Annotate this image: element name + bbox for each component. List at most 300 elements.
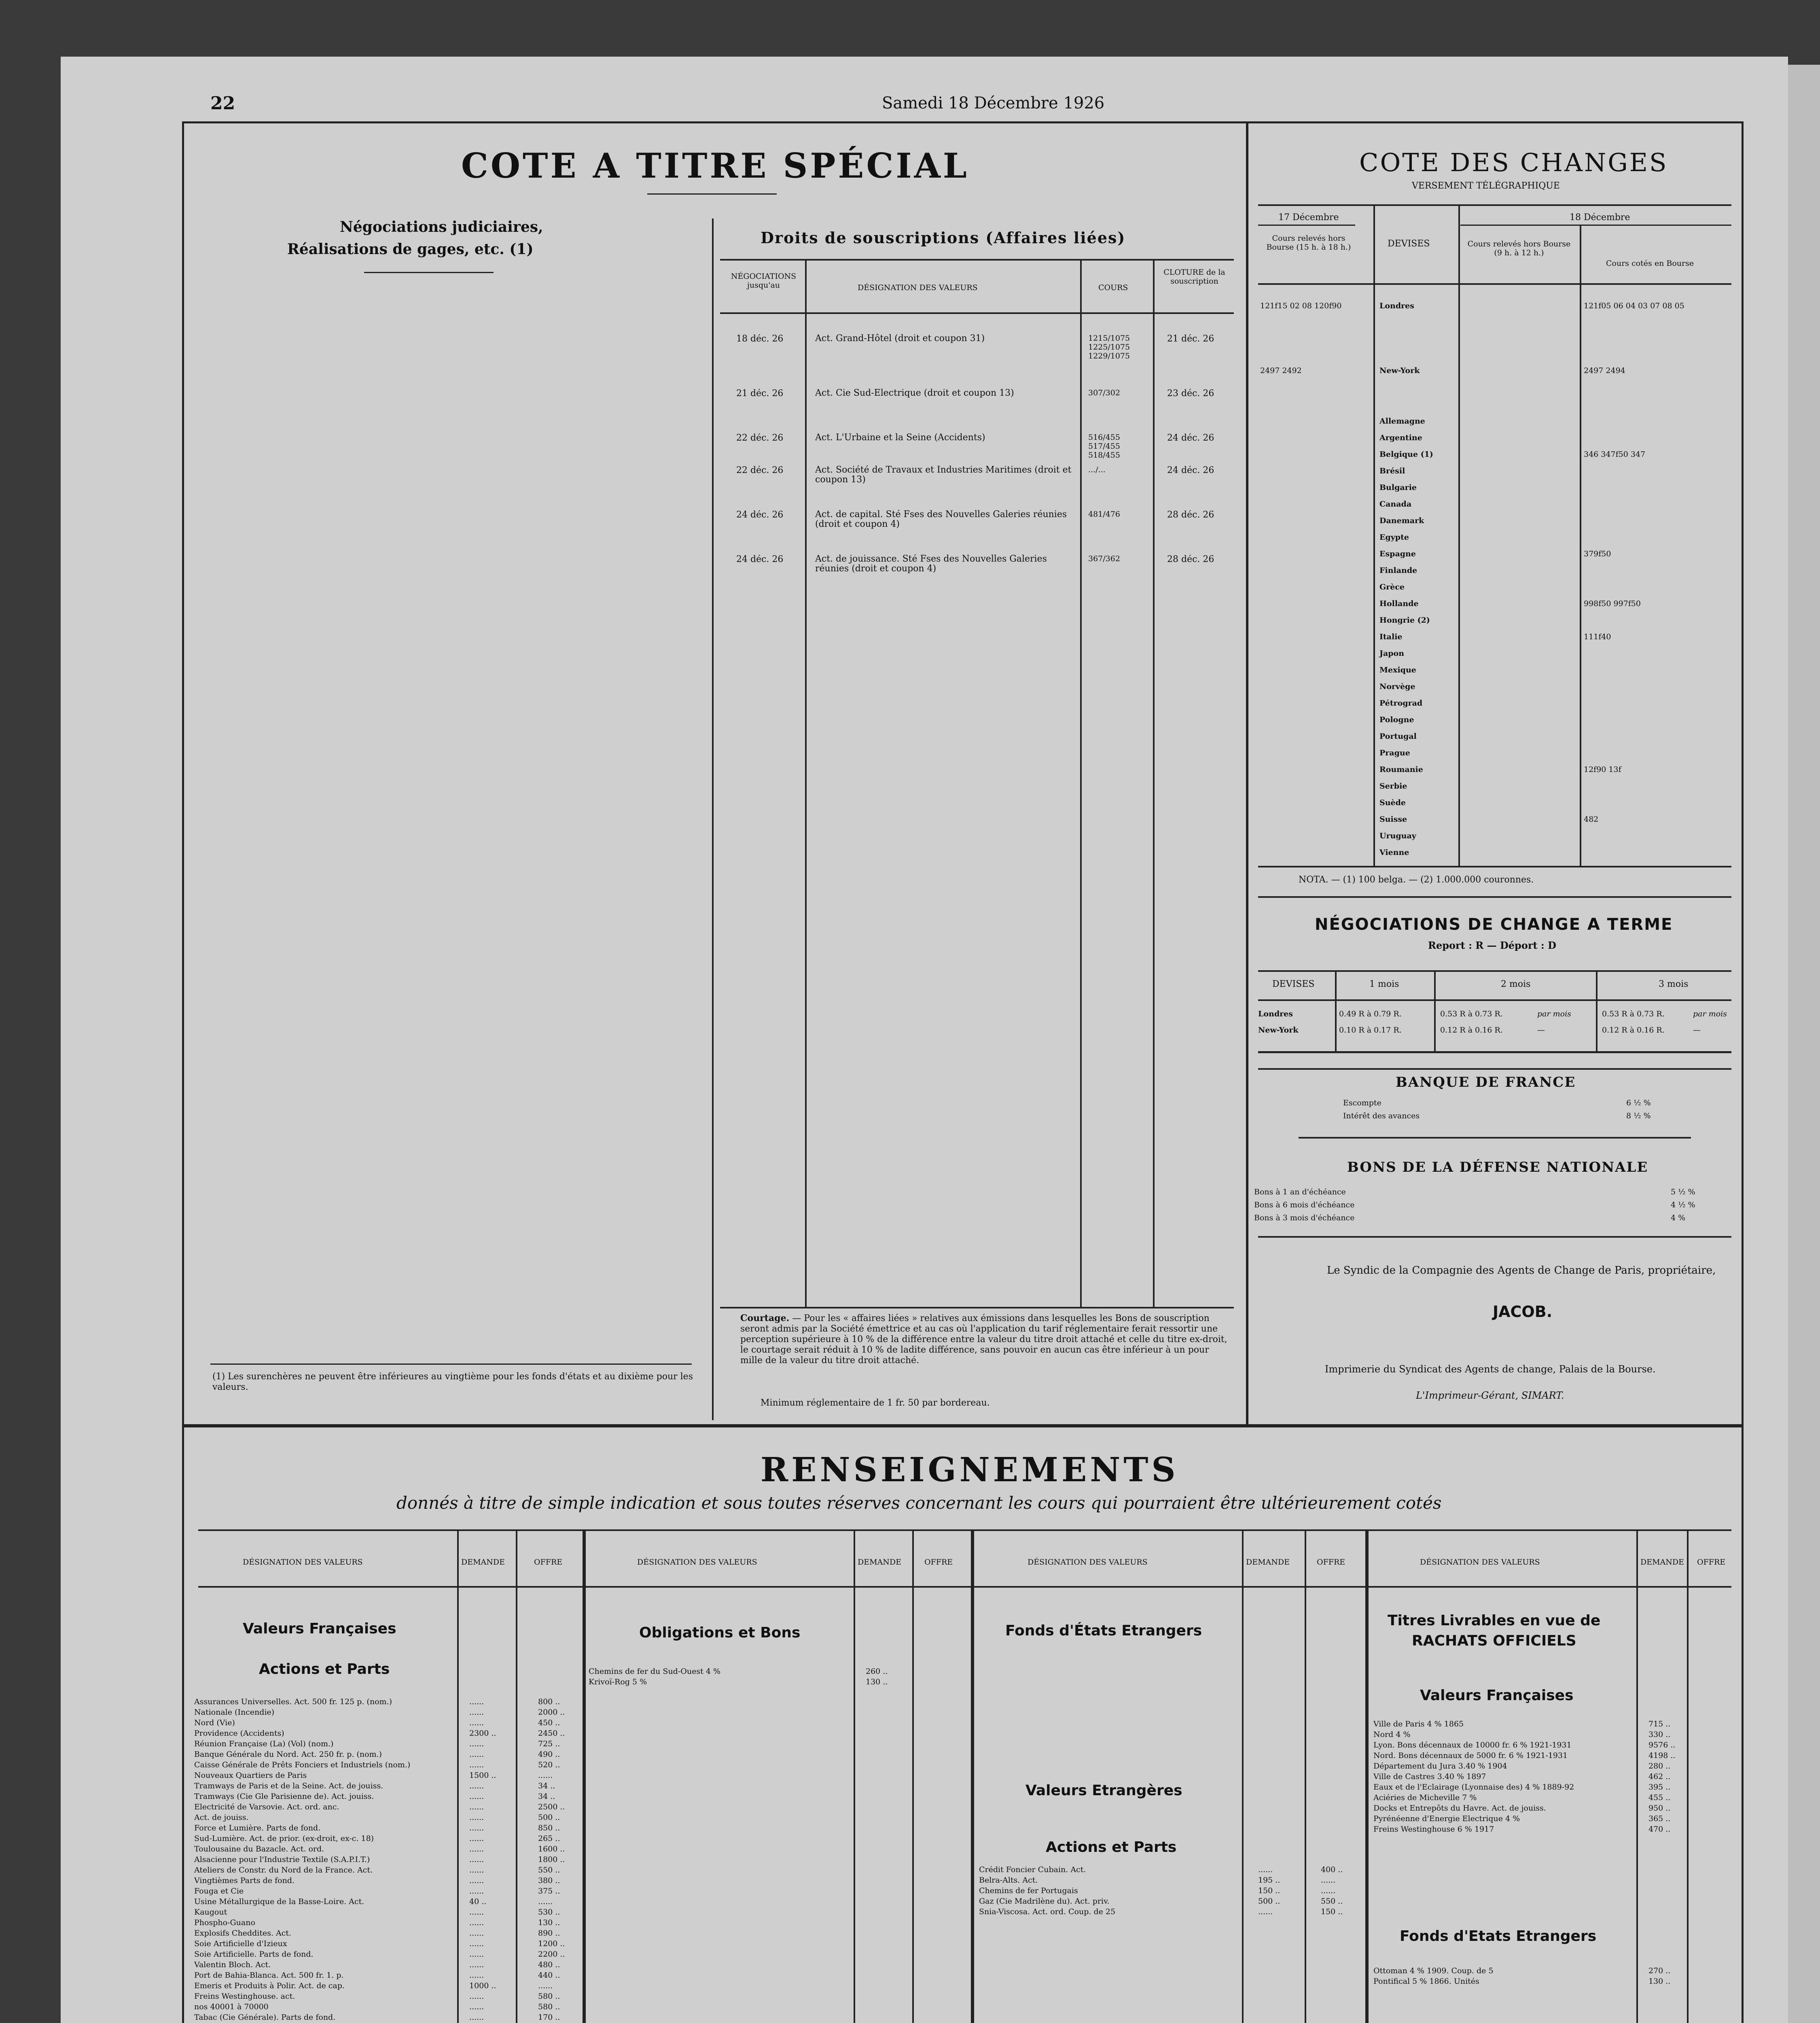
ren-offre: 1800 .. bbox=[538, 1855, 565, 1864]
ren-vline-9 bbox=[1365, 1529, 1369, 2023]
ren-offre: 130 .. bbox=[538, 1918, 560, 1927]
col4-heading1: Titres Livrables en vue de bbox=[1388, 1612, 1601, 1629]
ren-offre: 1600 .. bbox=[538, 1845, 565, 1853]
ren-offre: 500 .. bbox=[538, 1813, 560, 1822]
left-rule bbox=[364, 272, 494, 273]
ren-offre: 34 .. bbox=[538, 1781, 555, 1790]
ren-demande: ...... bbox=[1258, 1865, 1273, 1874]
ren-vline-11 bbox=[1687, 1529, 1689, 2023]
ren-demande: ...... bbox=[469, 1929, 484, 1938]
ren-demande: 1000 .. bbox=[469, 1981, 496, 1990]
terme-m2: 0.12 R à 0.16 R. bbox=[1440, 1026, 1503, 1035]
ren-name: Freins Westinghouse 6 % 1917 bbox=[1373, 1825, 1494, 1834]
droits-cloture: 24 déc. 26 bbox=[1167, 465, 1214, 475]
cote-special-title: COTE A TITRE SPÉCIAL bbox=[461, 146, 969, 186]
ren-col-demande-1: DEMANDE bbox=[461, 1558, 505, 1567]
ren-demande: 4198 .. bbox=[1648, 1751, 1676, 1760]
banque-value: 6 ½ % bbox=[1626, 1098, 1651, 1107]
changes-vline-1 bbox=[1373, 204, 1375, 866]
ren-demande: ...... bbox=[469, 2002, 484, 2011]
ren-name: Vingtièmes Parts de fond. bbox=[194, 1876, 295, 1885]
courtage-body: — Pour les « affaires liées » relatives aux émissions dans lesquelles les Bons de souscription seront admis par la Société émettrice et au cas où l'application du tarif réglementaire ferait ressortir une perception supérieure à 10 % de la différence entre la valeur du titre droit attaché et celle du titre ex-droit, le courtage serait réduit à 10 % de ladite différence, sans pouvoir en aucun cas être inférieur à un pour mille de la valeur du titre droit attaché. bbox=[740, 1313, 1227, 1366]
ren-offre: 400 .. bbox=[1321, 1865, 1343, 1874]
ren-demande: 9576 .. bbox=[1648, 1741, 1676, 1749]
ren-demande: 1500 .. bbox=[469, 1771, 496, 1780]
ren-demande: 195 .. bbox=[1258, 1876, 1280, 1885]
gerant: L'Imprimeur-Gérant, SIMART. bbox=[1416, 1390, 1564, 1401]
terme-m3b: — bbox=[1693, 1026, 1701, 1035]
bons-label: Bons à 1 an d'échéance bbox=[1254, 1188, 1346, 1196]
ren-demande: 715 .. bbox=[1648, 1720, 1671, 1728]
droits-title: Droits de souscriptions (Affaires liées) bbox=[761, 229, 1126, 247]
ren-name: Ville de Paris 4 % 1865 bbox=[1373, 1720, 1464, 1728]
ren-name: Act. de jouiss. bbox=[194, 1813, 249, 1822]
changes-devise: Grèce bbox=[1379, 583, 1405, 592]
changes-devise: Londres bbox=[1379, 301, 1414, 310]
droits-cours: 481/476 bbox=[1088, 510, 1120, 519]
ren-vline-4 bbox=[854, 1529, 855, 2023]
droits-designation: Act. de capital. Sté Fses des Nouvelles Galeries réunies (droit et coupon 4) bbox=[815, 509, 1067, 529]
ren-demande: 280 .. bbox=[1648, 1762, 1671, 1771]
ren-name: Banque Générale du Nord. Act. 250 fr. p. (nom.) bbox=[194, 1750, 382, 1759]
ren-demande: 260 .. bbox=[866, 1667, 888, 1676]
ren-offre: 1200 .. bbox=[538, 1939, 565, 1948]
ren-demande: ...... bbox=[1258, 1907, 1273, 1916]
terme-rule-c bbox=[1258, 1051, 1731, 1053]
ren-name: Sud-Lumière. Act. de prior. (ex-droit, ex-c. 18) bbox=[194, 1834, 374, 1843]
changes-devise: Brésil bbox=[1379, 467, 1405, 475]
ren-vline-1 bbox=[457, 1529, 459, 2023]
droits-rule-head bbox=[720, 312, 1234, 314]
ren-offre: 450 .. bbox=[538, 1718, 560, 1727]
ren-name: Caisse Générale de Prêts Fonciers et Industriels (nom.) bbox=[194, 1760, 411, 1769]
ren-name: Port de Bahia-Blanca. Act. 500 fr. 1. p. bbox=[194, 1971, 344, 1980]
col3-heading1: Fonds d'États Etrangers bbox=[1005, 1622, 1202, 1639]
ren-rule-b bbox=[198, 1586, 1731, 1588]
ren-col-demande-3: DEMANDE bbox=[1246, 1558, 1290, 1567]
ren-name: Fouga et Cie bbox=[194, 1887, 244, 1896]
ren-offre: 890 .. bbox=[538, 1929, 560, 1938]
ren-demande: 130 .. bbox=[1648, 1977, 1671, 1986]
ren-demande: 40 .. bbox=[469, 1897, 487, 1906]
ren-demande: ...... bbox=[469, 1876, 484, 1885]
col1-heading: Valeurs Françaises bbox=[243, 1620, 396, 1637]
ren-name: Tabac (Cie Générale). Parts de fond. bbox=[194, 2013, 336, 2022]
col4-heading3: Fonds d'Etats Etrangers bbox=[1400, 1928, 1597, 1945]
ren-vline-5 bbox=[912, 1529, 914, 2023]
ren-rule-a bbox=[198, 1529, 1731, 1531]
droits-vline-3 bbox=[1153, 259, 1155, 1307]
syndic-name: JACOB. bbox=[1493, 1303, 1553, 1321]
droits-cloture: 21 déc. 26 bbox=[1167, 334, 1214, 344]
ren-name: Usine Métallurgique de la Basse-Loire. Act. bbox=[194, 1897, 364, 1906]
droits-vline-1 bbox=[805, 259, 807, 1307]
droits-cours: 1215/1075 1225/1075 1229/1075 bbox=[1088, 334, 1130, 360]
terme-m1: 0.49 R à 0.79 R. bbox=[1339, 1009, 1402, 1018]
imprimerie: Imprimerie du Syndicat des Agents de change, Palais de la Bourse. bbox=[1325, 1364, 1656, 1375]
droits-cloture: 23 déc. 26 bbox=[1167, 388, 1214, 399]
changes-subtitle: VERSEMENT TÉLÉGRAPHIQUE bbox=[1412, 181, 1560, 191]
footnote-rule bbox=[210, 1364, 692, 1365]
terme-m2: 0.53 R à 0.73 R. bbox=[1440, 1009, 1503, 1018]
ren-demande: ...... bbox=[469, 1708, 484, 1717]
changes-devise: Japon bbox=[1379, 649, 1405, 658]
ren-offre: 580 .. bbox=[538, 2002, 560, 2011]
col-18-sub2: Cours cotés en Bourse bbox=[1606, 259, 1694, 268]
droits-date: 18 déc. 26 bbox=[736, 334, 784, 344]
ren-name: Nord 4 % bbox=[1373, 1730, 1411, 1739]
ren-col-offre-1: OFFRE bbox=[534, 1558, 563, 1567]
changes-bourse: 998f50 997f50 bbox=[1584, 599, 1641, 608]
ren-vline-8 bbox=[1305, 1529, 1306, 2023]
ren-demande: ...... bbox=[469, 1908, 484, 1917]
changes-bourse: 379f50 bbox=[1584, 549, 1611, 558]
changes-nota: NOTA. — (1) 100 belga. — (2) 1.000.000 couronnes. bbox=[1299, 875, 1534, 885]
terme-m2b: par mois bbox=[1537, 1009, 1571, 1018]
ren-demande: ...... bbox=[469, 2013, 484, 2022]
changes-rule-bottom bbox=[1258, 866, 1731, 867]
droits-date: 22 déc. 26 bbox=[736, 433, 784, 443]
changes-devise: Allemagne bbox=[1379, 417, 1425, 426]
ren-name: Phospho-Guano bbox=[194, 1918, 255, 1927]
changes-vline-2 bbox=[1458, 204, 1460, 866]
terme-col-devises: DEVISES bbox=[1272, 979, 1315, 989]
changes-devise: Belgique (1) bbox=[1379, 450, 1433, 459]
changes-devise: Bulgarie bbox=[1379, 483, 1417, 492]
ren-demande: ...... bbox=[469, 1718, 484, 1727]
changes-devise: Hollande bbox=[1379, 599, 1419, 608]
changes-devise: New-York bbox=[1379, 366, 1420, 375]
ren-offre: 2450 .. bbox=[538, 1729, 565, 1738]
ren-offre: ...... bbox=[1321, 1876, 1336, 1885]
bons-value: 4 ½ % bbox=[1671, 1200, 1695, 1209]
ren-offre: 580 .. bbox=[538, 1992, 560, 2001]
banque-title: BANQUE DE FRANCE bbox=[1396, 1074, 1576, 1090]
changes-devise: Suède bbox=[1379, 798, 1406, 807]
col4-heading2: Valeurs Françaises bbox=[1420, 1687, 1574, 1704]
changes-devise: Serbie bbox=[1379, 782, 1407, 791]
changes-vline-3 bbox=[1580, 225, 1581, 866]
ren-offre: ...... bbox=[538, 1771, 553, 1780]
ren-name: Tramways de Paris et de la Seine. Act. de jouiss. bbox=[194, 1781, 383, 1790]
changes-devise: Mexique bbox=[1379, 666, 1416, 674]
ren-demande: ...... bbox=[469, 1950, 484, 1959]
ren-demande: ...... bbox=[469, 1813, 484, 1822]
bons-title: BONS DE LA DÉFENSE NATIONALE bbox=[1347, 1159, 1648, 1175]
changes-devise: Prague bbox=[1379, 749, 1410, 757]
changes-devise: Norvège bbox=[1379, 682, 1415, 691]
terme-m3b: par mois bbox=[1693, 1009, 1727, 1018]
col3-subheading: Actions et Parts bbox=[1046, 1839, 1177, 1855]
changes-devise: Pologne bbox=[1379, 715, 1414, 724]
ren-vline-7 bbox=[1242, 1529, 1244, 2023]
col-18: 18 Décembre bbox=[1570, 212, 1630, 223]
col-cours: COURS bbox=[1098, 283, 1128, 292]
ren-demande: ...... bbox=[469, 1802, 484, 1811]
ren-demande: ...... bbox=[469, 1992, 484, 2001]
ren-offre: 375 .. bbox=[538, 1887, 560, 1896]
changes-devise: Argentine bbox=[1379, 433, 1422, 442]
droits-date: 22 déc. 26 bbox=[736, 465, 784, 475]
banque-value: 8 ½ % bbox=[1626, 1111, 1651, 1120]
droits-date: 24 déc. 26 bbox=[736, 510, 784, 520]
ren-offre: 725 .. bbox=[538, 1739, 560, 1748]
ren-demande: 395 .. bbox=[1648, 1783, 1671, 1792]
ren-name: Nord (Vie) bbox=[194, 1718, 235, 1727]
changes-devise: Roumanie bbox=[1379, 765, 1423, 774]
left-footnote: (1) Les surenchères ne peuvent être inférieures au vingtième pour les fonds d'états et au dixième pour les valeurs. bbox=[212, 1372, 693, 1392]
ren-name: Emeris et Produits à Polir. Act. de cap. bbox=[194, 1981, 345, 1990]
ren-col-offre-4: OFFRE bbox=[1697, 1558, 1726, 1567]
droits-cloture: 24 déc. 26 bbox=[1167, 433, 1214, 443]
left-heading-1: Négociations judiciaires, bbox=[340, 218, 543, 235]
ren-name: Département du Jura 3.40 % 1904 bbox=[1373, 1762, 1507, 1771]
changes-devise: Canada bbox=[1379, 500, 1412, 509]
ren-demande: ...... bbox=[469, 1960, 484, 1969]
ren-name: Lyon. Bons décennaux de 10000 fr. 6 % 1921-1931 bbox=[1373, 1741, 1572, 1749]
ren-name: Toulousaine du Bazacle. Act. ord. bbox=[194, 1845, 324, 1853]
ren-demande: 130 .. bbox=[866, 1677, 888, 1686]
terme-rule-a bbox=[1258, 970, 1731, 972]
courtage-label: Courtage. bbox=[740, 1313, 790, 1323]
ren-demande: 455 .. bbox=[1648, 1793, 1671, 1802]
terme-col-3: 3 mois bbox=[1659, 979, 1689, 989]
ren-name: Ateliers de Constr. du Nord de la France. Act. bbox=[194, 1866, 373, 1875]
ren-offre: 480 .. bbox=[538, 1960, 560, 1969]
droits-designation: Act. Société de Travaux et Industries Maritimes (droit et coupon 13) bbox=[815, 465, 1072, 485]
ren-col-offre-3: OFFRE bbox=[1317, 1558, 1345, 1567]
ren-offre: 550 .. bbox=[538, 1866, 560, 1875]
renseignements-divider bbox=[184, 1424, 1742, 1427]
ren-name: Chemins de fer Portugais bbox=[979, 1886, 1078, 1895]
ren-offre: 800 .. bbox=[538, 1697, 560, 1706]
changes-title: COTE DES CHANGES bbox=[1359, 148, 1668, 177]
courtage-minimum: Minimum réglementaire de 1 fr. 50 par bordereau. bbox=[761, 1398, 990, 1408]
ren-col-demande-2: DEMANDE bbox=[858, 1558, 902, 1567]
bons-label: Bons à 6 mois d'échéance bbox=[1254, 1200, 1355, 1209]
ren-col-designation-1: DÉSIGNATION DES VALEURS bbox=[243, 1558, 363, 1567]
ren-name: Chemins de fer du Sud-Ouest 4 % bbox=[589, 1667, 720, 1676]
ren-vline-6 bbox=[971, 1529, 974, 2023]
ren-name: Tramways (Cie Gle Parisienne de). Act. jouiss. bbox=[194, 1792, 374, 1801]
terme-vline-2 bbox=[1434, 970, 1436, 1051]
ren-col-designation-4: DÉSIGNATION DES VALEURS bbox=[1420, 1558, 1540, 1567]
droits-designation: Act. L'Urbaine et la Seine (Accidents) bbox=[815, 433, 985, 443]
col-17: 17 Décembre bbox=[1278, 212, 1339, 223]
changes-rule-b bbox=[1258, 225, 1355, 226]
terme-m2b: — bbox=[1537, 1026, 1545, 1035]
ren-name: Gaz (Cie Madrilène du). Act. priv. bbox=[979, 1897, 1110, 1906]
droits-cloture: 28 déc. 26 bbox=[1167, 554, 1214, 564]
changes-devise: Espagne bbox=[1379, 549, 1416, 558]
ren-name: Crédit Foncier Cubain. Act. bbox=[979, 1865, 1086, 1874]
ren-demande: ...... bbox=[469, 1866, 484, 1875]
ren-demande: ...... bbox=[469, 1834, 484, 1843]
ren-col-offre-2: OFFRE bbox=[924, 1558, 953, 1567]
terme-col-1: 1 mois bbox=[1369, 979, 1399, 989]
ren-demande: ...... bbox=[469, 1781, 484, 1790]
ren-name: Nouveaux Quartiers de Paris bbox=[194, 1771, 307, 1780]
col-negociations: NÉGOCIATIONS jusqu'au bbox=[731, 272, 797, 290]
changes-devise: Hongrie (2) bbox=[1379, 616, 1430, 625]
changes-rule-c bbox=[1460, 225, 1731, 226]
changes-bourse: 111f40 bbox=[1584, 632, 1611, 641]
ren-name: Nord. Bons décennaux de 5000 fr. 6 % 1921-1931 bbox=[1373, 1751, 1568, 1760]
droits-date: 24 déc. 26 bbox=[736, 554, 784, 564]
ren-demande: ...... bbox=[469, 1887, 484, 1896]
col3-heading2: Valeurs Etrangères bbox=[1025, 1782, 1182, 1799]
ren-demande: ...... bbox=[469, 1739, 484, 1748]
ren-col-demande-4: DEMANDE bbox=[1640, 1558, 1684, 1567]
changes-devise: Italie bbox=[1379, 632, 1403, 641]
ren-vline-2 bbox=[516, 1529, 517, 2023]
terme-m1: 0.10 R à 0.17 R. bbox=[1339, 1026, 1402, 1035]
ren-demande: 150 .. bbox=[1258, 1886, 1280, 1895]
ren-offre: 2000 .. bbox=[538, 1708, 565, 1717]
ren-name: nos 40001 à 70000 bbox=[194, 2002, 269, 2011]
droits-designation: Act. Grand-Hôtel (droit et coupon 31) bbox=[815, 333, 985, 344]
changes-bourse: 121f05 06 04 03 07 08 05 bbox=[1584, 301, 1684, 310]
ren-vline-3 bbox=[583, 1529, 586, 2023]
droits-vline-2 bbox=[1080, 259, 1082, 1307]
bons-value: 4 % bbox=[1671, 1213, 1686, 1222]
title-rule bbox=[647, 193, 777, 195]
changes-rule-a bbox=[1258, 204, 1731, 206]
ren-demande: 2300 .. bbox=[469, 1729, 496, 1738]
ren-demande: 500 .. bbox=[1258, 1897, 1280, 1906]
ren-name: Valentin Bloch. Act. bbox=[194, 1960, 271, 1969]
ren-name: Freins Westinghouse. act. bbox=[194, 1992, 295, 2001]
col4-heading1b: RACHATS OFFICIELS bbox=[1412, 1633, 1576, 1649]
terme-col-2: 2 mois bbox=[1501, 979, 1531, 989]
ren-offre: 170 .. bbox=[538, 2013, 560, 2022]
col1-subheading: Actions et Parts bbox=[259, 1661, 390, 1677]
ren-name: Soie Artificielle d'Izieux bbox=[194, 1939, 287, 1948]
col-devises: DEVISES bbox=[1388, 239, 1430, 249]
ren-name: Force et Lumière. Parts de fond. bbox=[194, 1824, 321, 1832]
ren-demande: ...... bbox=[469, 1697, 484, 1706]
ren-name: Kaugout bbox=[194, 1908, 227, 1917]
droits-cours: 516/455 517/455 518/455 bbox=[1088, 433, 1120, 460]
terme-subtitle: Report : R — Déport : D bbox=[1428, 939, 1556, 951]
courtage-rule bbox=[720, 1307, 1234, 1308]
ren-offre: 520 .. bbox=[538, 1760, 560, 1769]
courtage-text bbox=[740, 1313, 1230, 1366]
ren-name: Electricité de Varsovie. Act. ord. anc. bbox=[194, 1802, 339, 1811]
ren-name: Nationale (Incendie) bbox=[194, 1708, 275, 1717]
ren-name: Docks et Entrepôts du Havre. Act. de jouiss. bbox=[1373, 1804, 1546, 1813]
droits-cours: 367/362 bbox=[1088, 554, 1120, 563]
changes-devise: Pétrograd bbox=[1379, 699, 1423, 708]
ren-demande: ...... bbox=[469, 1760, 484, 1769]
droits-cloture: 28 déc. 26 bbox=[1167, 510, 1214, 520]
droits-designation: Act. de jouissance. Sté Fses des Nouvelles Galeries réunies (droit et coupon 4) bbox=[815, 554, 1047, 574]
ren-offre: 2200 .. bbox=[538, 1950, 565, 1959]
ren-demande: 365 .. bbox=[1648, 1814, 1671, 1823]
col-cloture: CLOTURE de la souscription bbox=[1163, 268, 1225, 286]
banque-rule-top bbox=[1258, 1068, 1731, 1070]
droits-date: 21 déc. 26 bbox=[736, 388, 784, 399]
ren-demande: ...... bbox=[469, 1845, 484, 1853]
terme-rule-b bbox=[1258, 999, 1731, 1001]
ren-name: Réunion Française (La) (Vol) (nom.) bbox=[194, 1739, 334, 1748]
page-number: 22 bbox=[210, 93, 235, 114]
bons-label: Bons à 3 mois d'échéance bbox=[1254, 1213, 1355, 1222]
ren-offre: 440 .. bbox=[538, 1971, 560, 1980]
changes-devise: Uruguay bbox=[1379, 831, 1416, 840]
changes-bourse: 12f90 13f bbox=[1584, 765, 1621, 774]
ren-name: Pontifical 5 % 1866. Unités bbox=[1373, 1977, 1479, 1986]
droits-cours: .../... bbox=[1088, 465, 1106, 474]
changes-prev: 121f15 02 08 120f90 bbox=[1260, 301, 1342, 310]
ren-name: Snia-Viscosa. Act. ord. Coup. de 25 bbox=[979, 1907, 1116, 1916]
ren-vline-10 bbox=[1636, 1529, 1638, 2023]
col2-heading: Obligations et Bons bbox=[639, 1624, 801, 1641]
col-17-sub: Cours relevés hors Bourse (15 h. à 18 h.) bbox=[1266, 234, 1351, 252]
ren-demande: ...... bbox=[469, 1939, 484, 1948]
banque-label: Escompte bbox=[1343, 1098, 1381, 1107]
ren-offre: 850 .. bbox=[538, 1824, 560, 1832]
banque-rule-bottom bbox=[1299, 1137, 1691, 1139]
terme-devise: Londres bbox=[1258, 1009, 1293, 1018]
ren-col-designation-3: DÉSIGNATION DES VALEURS bbox=[1028, 1558, 1148, 1567]
terme-vline-1 bbox=[1335, 970, 1337, 1051]
renseignements-subtitle: donnés à titre de simple indication et sous toutes réserves concernant les cours qui pourraient être ultérieurement cotés bbox=[396, 1493, 1442, 1513]
ren-demande: ...... bbox=[469, 1824, 484, 1832]
ren-name: Explosifs Cheddites. Act. bbox=[194, 1929, 292, 1938]
changes-devise: Suisse bbox=[1379, 815, 1407, 824]
changes-rule-d bbox=[1258, 283, 1731, 285]
ren-offre: ...... bbox=[538, 1897, 553, 1906]
ren-offre: ...... bbox=[1321, 1886, 1336, 1895]
ren-demande: ...... bbox=[469, 1918, 484, 1927]
ren-offre: 550 .. bbox=[1321, 1897, 1343, 1906]
ren-name: Soie Artificielle. Parts de fond. bbox=[194, 1950, 314, 1959]
ren-demande: ...... bbox=[469, 1855, 484, 1864]
terme-m3: 0.53 R à 0.73 R. bbox=[1602, 1009, 1665, 1018]
left-heading-2: Réalisations de gages, etc. (1) bbox=[287, 241, 534, 258]
ren-demande: ...... bbox=[469, 1792, 484, 1801]
changes-bourse: 346 347f50 347 bbox=[1584, 450, 1646, 459]
left-section-divider bbox=[712, 218, 714, 1420]
droits-cours: 307/302 bbox=[1088, 388, 1120, 397]
ren-demande: 330 .. bbox=[1648, 1730, 1671, 1739]
changes-devise: Vienne bbox=[1379, 848, 1409, 857]
renseignements-title: RENSEIGNEMENTS bbox=[761, 1450, 1179, 1489]
changes-bourse: 482 bbox=[1584, 815, 1599, 824]
banque-label: Intérêt des avances bbox=[1343, 1111, 1420, 1120]
ren-offre: 34 .. bbox=[538, 1792, 555, 1801]
droits-designation: Act. Cie Sud-Electrique (droit et coupon 13) bbox=[815, 388, 1014, 398]
changes-rule-nota bbox=[1258, 896, 1731, 898]
ren-demande: ...... bbox=[469, 1971, 484, 1980]
terme-title: NÉGOCIATIONS DE CHANGE A TERME bbox=[1315, 915, 1673, 934]
ren-name: Krivoï-Rog 5 % bbox=[589, 1677, 647, 1686]
changes-divider bbox=[1246, 123, 1248, 1424]
ren-name: Providence (Accidents) bbox=[194, 1729, 284, 1738]
ren-demande: 950 .. bbox=[1648, 1804, 1671, 1813]
col-designation: DÉSIGNATION DES VALEURS bbox=[858, 283, 978, 292]
page-date: Samedi 18 Décembre 1926 bbox=[882, 94, 1105, 112]
syndic-line: Le Syndic de la Compagnie des Agents de Change de Paris, propriétaire, bbox=[1327, 1264, 1716, 1277]
ren-name: Ville de Castres 3.40 % 1897 bbox=[1373, 1772, 1486, 1781]
changes-devise: Danemark bbox=[1379, 516, 1424, 525]
ren-offre: ...... bbox=[538, 1981, 553, 1990]
ren-name: Aciéries de Micheville 7 % bbox=[1373, 1793, 1477, 1802]
ren-name: Pyrénéenne d'Energie Electrique 4 % bbox=[1373, 1814, 1520, 1823]
bons-value: 5 ½ % bbox=[1671, 1188, 1695, 1196]
ren-name: Eaux et de l'Eclairage (Lyonnaise des) 4 % 1889-92 bbox=[1373, 1783, 1574, 1792]
